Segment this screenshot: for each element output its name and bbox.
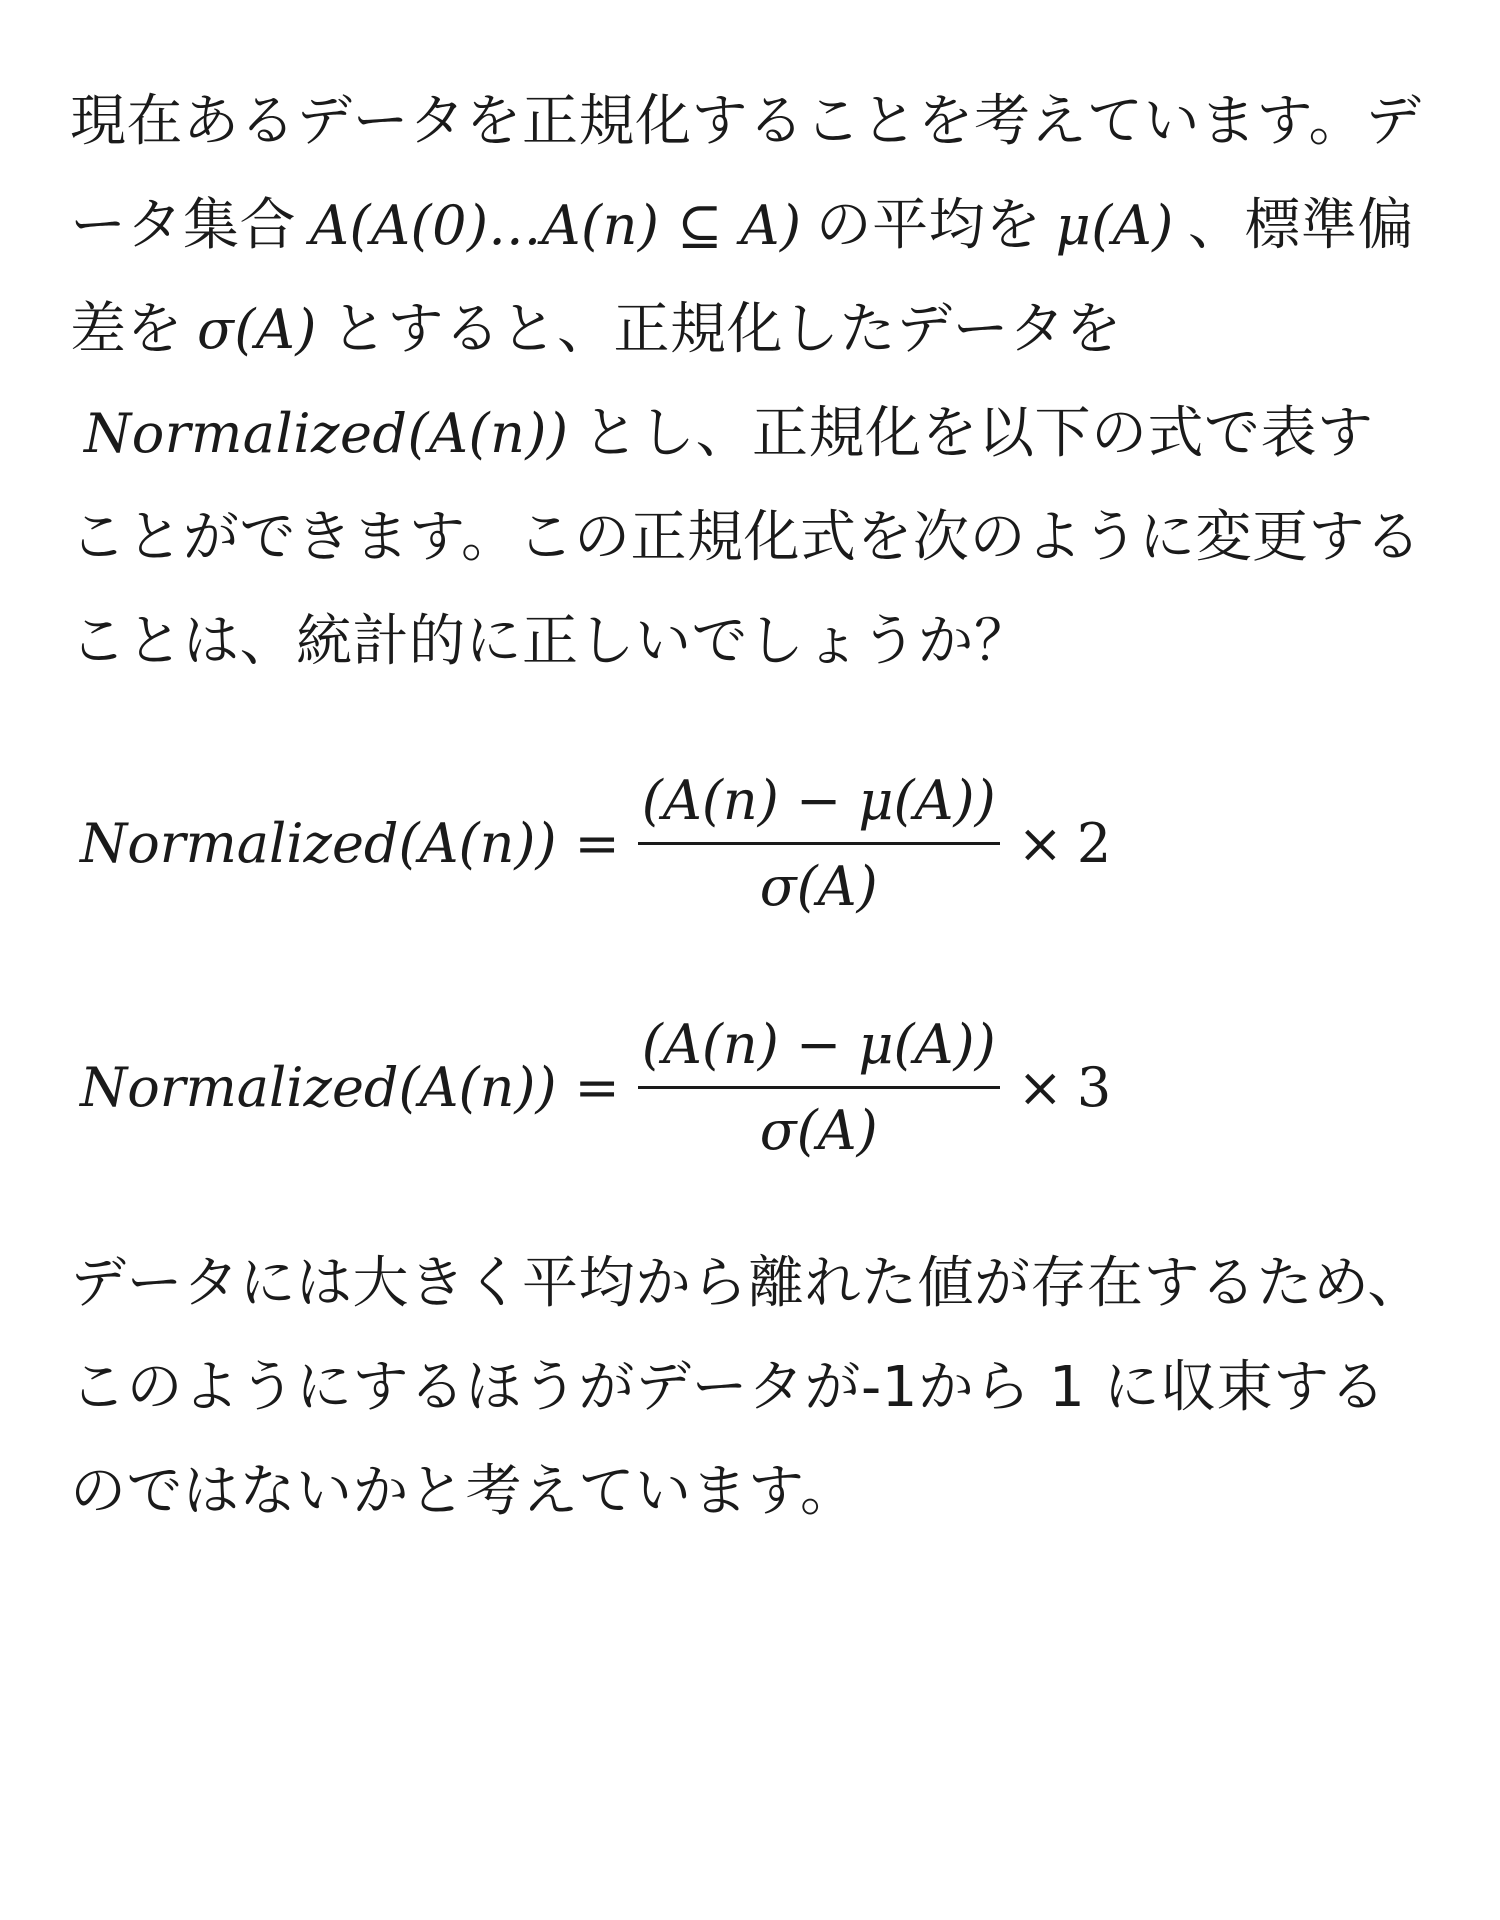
equation-times-two [70, 738, 1430, 948]
math-normalized: Normalized(A(n)) [84, 402, 569, 465]
text-segment: の平均を [815, 193, 1042, 258]
text-segment: 、標準偏差を [70, 193, 1414, 362]
math-mean: μ(A) [1055, 194, 1174, 257]
times-sign: × [1017, 811, 1063, 875]
scale-factor: 3 [1076, 1055, 1112, 1119]
text-segment: 現在あるデータを正規化することを考えています。データ集合 [70, 89, 1422, 258]
equation-times-three [70, 982, 1430, 1192]
equation-lhs: Normalized(A(n)) [80, 811, 557, 875]
text-segment: とし、正規化を以下の式で表すことができます。この正規化式を次のように変更することは、統計的に正しいでしょうか？ [70, 401, 1422, 674]
times-sign: × [1017, 1055, 1063, 1119]
equals-sign: = [574, 811, 620, 875]
equals-sign: = [574, 1055, 620, 1119]
scale-factor: 2 [1076, 811, 1112, 875]
text-segment: とすると、正規化したデータを [331, 297, 1122, 362]
fraction [638, 1013, 1000, 1162]
question-paragraph [70, 70, 1430, 694]
fraction-numerator: (A(n) − μ(A)) [641, 768, 996, 832]
math-stddev: σ(A) [197, 298, 317, 361]
fraction-denominator: σ(A) [759, 854, 878, 918]
reason-paragraph: データには大きく平均から離れた値が存在するため、このようにするほうがデータが-1から 1 に収束するのではないかと考えています。 [70, 1251, 1424, 1524]
math-dataset: A(A(0)...A(n) ⊆ A) [310, 194, 802, 257]
equation-lhs: Normalized(A(n)) [80, 1055, 557, 1119]
fraction-denominator: σ(A) [759, 1098, 878, 1162]
fraction [638, 769, 1000, 918]
fraction-numerator: (A(n) − μ(A)) [641, 1012, 996, 1076]
